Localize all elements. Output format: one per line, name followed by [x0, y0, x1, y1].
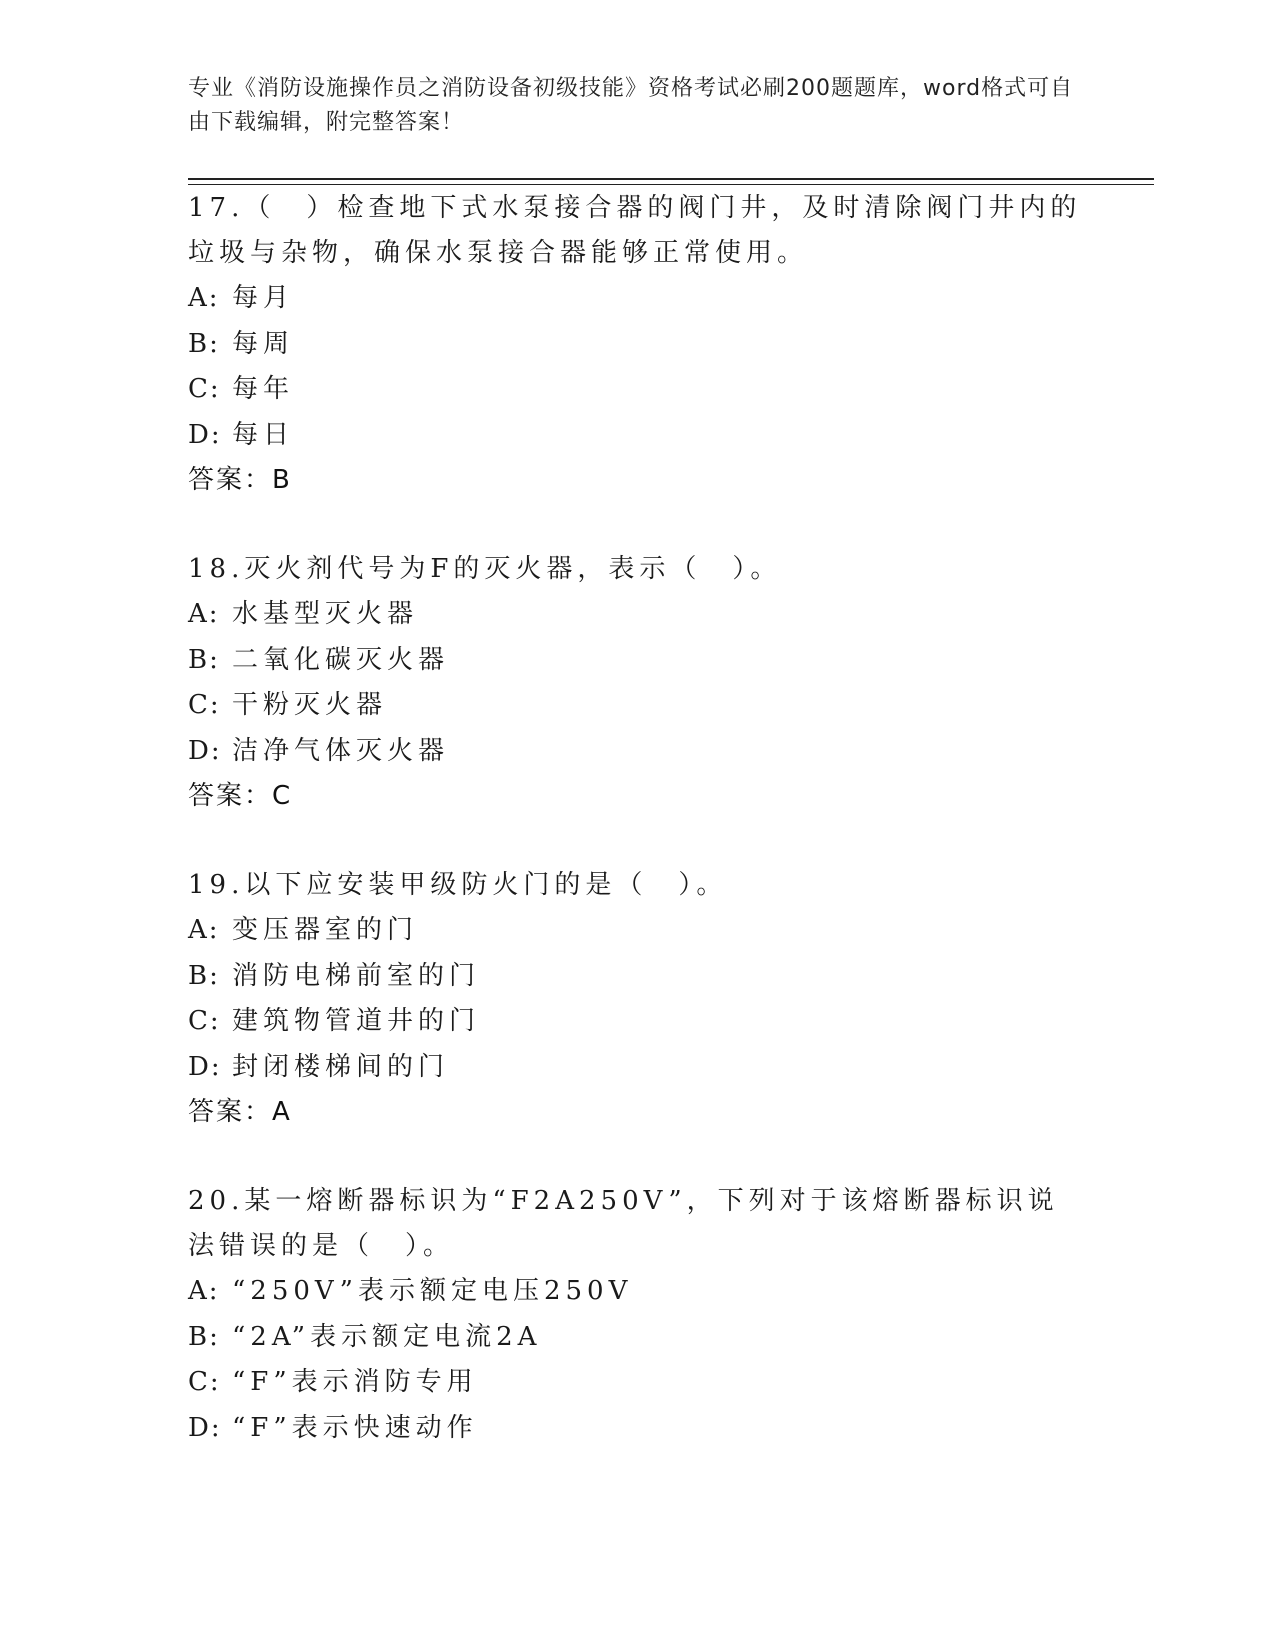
option-text: 消防电梯前室的门 — [232, 960, 481, 991]
question-stem: 18.灭火剂代号为F的灭火器，表示（ ）。 — [188, 554, 782, 584]
option-text: 每年 — [232, 374, 295, 404]
option-text: 变压器室的门 — [232, 915, 419, 945]
question-stem: 19.以下应安装甲级防火门的是（ ）。 — [188, 870, 728, 900]
option-text: “250V”表示额定电压250V — [232, 1276, 633, 1306]
option-text: 每日 — [232, 419, 295, 450]
option-text: 干粉灭火器 — [232, 690, 388, 720]
option-c — [188, 999, 1088, 1045]
option-letter: C: — [188, 1367, 221, 1397]
option-letter: A: — [188, 1276, 220, 1306]
option-d — [188, 1045, 1088, 1091]
answer-line: 答案：B — [188, 465, 292, 495]
option-letter: D: — [188, 419, 222, 450]
option-d — [188, 1406, 1088, 1452]
option-text: 洁净气体灭火器 — [232, 735, 450, 766]
option-c — [188, 683, 1088, 729]
option-a — [188, 276, 1088, 322]
option-text: “2A”表示额定电流2A — [232, 1321, 542, 1352]
option-letter: B: — [188, 644, 220, 675]
header-divider-thick — [188, 178, 1154, 180]
document-header — [188, 72, 1088, 140]
option-b — [188, 954, 1088, 1000]
option-letter: B: — [188, 1321, 220, 1352]
option-b — [188, 322, 1088, 368]
option-letter: A: — [188, 283, 220, 313]
answer-line: 答案：A — [188, 1097, 292, 1127]
option-text: 封闭楼梯间的门 — [232, 1051, 450, 1082]
option-letter: D: — [188, 735, 222, 766]
option-c — [188, 1360, 1088, 1406]
option-text: 每周 — [232, 328, 295, 359]
header-intro-text: 专业《消防设施操作员之消防设备初级技能》资格考试必刷200题题库，word格式可自由下载编辑，附完整答案！ — [188, 76, 1074, 135]
option-text: 建筑物管道井的门 — [232, 1006, 481, 1036]
option-a — [188, 1269, 1088, 1315]
option-letter: C: — [188, 1006, 221, 1036]
option-text: 水基型灭火器 — [232, 599, 419, 629]
option-letter: B: — [188, 328, 220, 359]
option-letter: D: — [188, 1412, 222, 1443]
option-b — [188, 1315, 1088, 1361]
answer-line: 答案：C — [188, 781, 293, 811]
question-17 — [188, 186, 1088, 503]
question-20 — [188, 1179, 1088, 1451]
option-letter: D: — [188, 1051, 222, 1082]
option-a — [188, 908, 1088, 954]
option-letter: A: — [188, 599, 220, 629]
option-b — [188, 638, 1088, 684]
option-letter: B: — [188, 960, 220, 991]
question-stem: 17.（ ）检查地下式水泵接合器的阀门井，及时清除阀门井内的垃圾与杂物，确保水泵接合器能够正常使用。 — [188, 193, 1082, 268]
option-a — [188, 592, 1088, 638]
option-text: “F”表示消防专用 — [232, 1367, 478, 1397]
option-d — [188, 729, 1088, 775]
option-letter: A: — [188, 915, 220, 945]
option-text: “F”表示快速动作 — [232, 1412, 478, 1443]
question-18 — [188, 547, 1088, 819]
header-divider-thin — [188, 184, 1154, 185]
question-stem: 20.某一熔断器标识为“F2A250V”，下列对于该熔断器标识说法错误的是（ ）。 — [188, 1186, 1059, 1261]
option-letter: C: — [188, 690, 221, 720]
option-text: 每月 — [232, 283, 295, 313]
option-d — [188, 413, 1088, 459]
option-letter: C: — [188, 374, 221, 404]
question-19 — [188, 863, 1088, 1135]
option-c — [188, 367, 1088, 413]
option-text: 二氧化碳灭火器 — [232, 644, 450, 675]
